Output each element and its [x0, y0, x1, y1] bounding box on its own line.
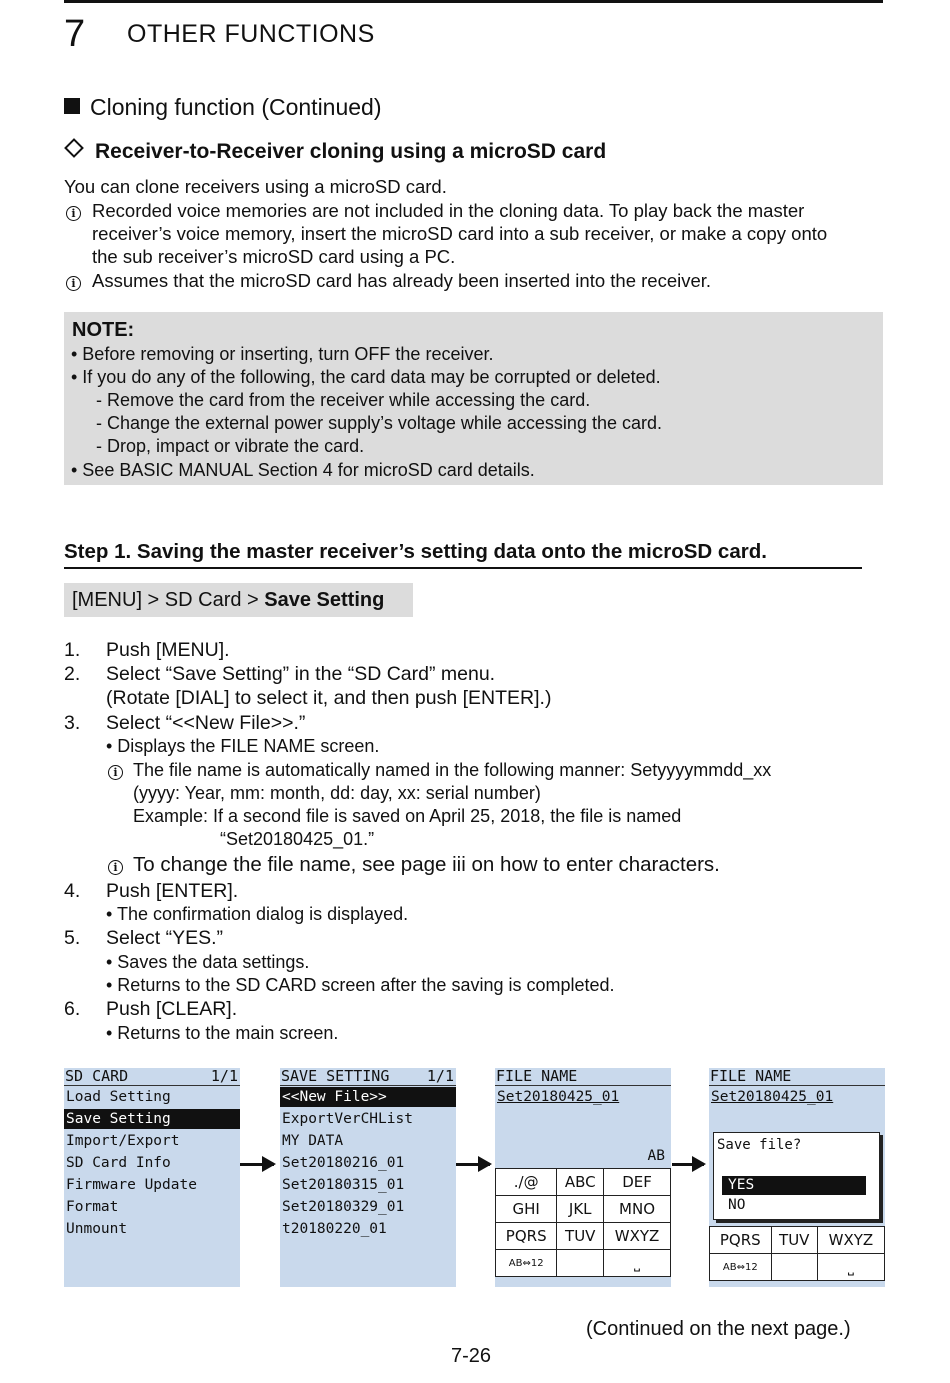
step-detail: (yyyy: Year, mm: month, dd: day, xx: serial number)	[133, 783, 541, 803]
step-text: (Rotate [DIAL] to select it, and then push [ENTER].)	[106, 687, 552, 709]
intro-text: You can clone receivers using a microSD card.	[64, 176, 447, 197]
menu-item[interactable]: Import/Export	[66, 1133, 180, 1149]
menu-path: [MENU] > SD Card > Save Setting	[64, 583, 413, 617]
step-detail: “Set20180425_01.”	[220, 829, 375, 849]
step-text: Select “<<New File>>.”	[106, 712, 306, 734]
menu-item-selected[interactable]: <<New File>>	[280, 1087, 456, 1107]
step-detail: • Displays the FILE NAME screen.	[106, 736, 380, 756]
mode-toggle-key[interactable]: AB⇔12	[710, 1254, 772, 1281]
step-detail: To change the file name, see page iii on how to enter characters.	[133, 853, 720, 876]
menu-item[interactable]: Format	[66, 1199, 119, 1215]
step-rule	[64, 567, 862, 569]
space-key[interactable]: ⎵	[604, 1250, 671, 1277]
key[interactable]: DEF	[604, 1169, 671, 1196]
square-bullet-icon	[64, 98, 80, 114]
step-number: 6.	[64, 998, 81, 1020]
menu-item[interactable]: Firmware Update	[66, 1177, 197, 1193]
note-title: NOTE:	[72, 319, 135, 341]
step-title: Step 1. Saving the master receiver’s setting data onto the microSD card.	[64, 540, 767, 563]
yes-option[interactable]: YES	[722, 1176, 866, 1195]
menu-item[interactable]: SD Card Info	[66, 1155, 171, 1171]
sd-card-screen	[64, 1068, 240, 1287]
note-box	[64, 312, 883, 485]
key[interactable]: WXYZ	[817, 1227, 884, 1254]
menu-item[interactable]: MY DATA	[282, 1133, 344, 1149]
step-text: Select “YES.”	[106, 927, 224, 949]
step-detail: • Returns to the main screen.	[106, 1023, 339, 1043]
key[interactable]: ./@	[496, 1169, 557, 1196]
step-number: 2.	[64, 663, 81, 685]
info-icon: i	[108, 759, 123, 782]
space-key[interactable]: ⎵	[817, 1254, 884, 1281]
section-title: Cloning function (Continued)	[64, 94, 382, 121]
info-icon: i	[66, 269, 81, 292]
page-number: 7-26	[451, 1345, 492, 1367]
note-line: - Drop, impact or vibrate the card.	[96, 436, 365, 456]
key[interactable]	[771, 1254, 817, 1281]
step-detail: • Returns to the SD CARD screen after the saving is completed.	[106, 975, 615, 995]
keypad	[495, 1168, 671, 1277]
menu-item[interactable]: Load Setting	[66, 1089, 171, 1105]
diamond-bullet-icon	[64, 138, 84, 158]
file-name-confirm-screen	[709, 1068, 885, 1287]
note-line: - Change the external power supply’s voltage while accessing the card.	[96, 413, 662, 433]
key[interactable]: JKL	[557, 1196, 604, 1223]
no-option[interactable]: NO	[728, 1197, 746, 1213]
continued-note: (Continued on the next page.)	[586, 1318, 851, 1340]
step-detail: • The confirmation dialog is displayed.	[106, 904, 409, 924]
step-detail: The file name is automatically named in the following manner: Setyyyymmdd_xx	[133, 760, 772, 780]
key[interactable]: MNO	[604, 1196, 671, 1223]
arrow-right-icon	[672, 1163, 704, 1166]
key[interactable]: PQRS	[710, 1227, 772, 1254]
menu-item[interactable]: Set20180329_01	[282, 1199, 405, 1215]
note-line: • Before removing or inserting, turn OFF the receiver.	[71, 344, 494, 364]
chapter-number: 7	[64, 13, 86, 55]
key[interactable]: TUV	[771, 1227, 817, 1254]
note-line: • See BASIC MANUAL Section 4 for microSD card details.	[71, 460, 535, 480]
step-text: Push [ENTER].	[106, 880, 239, 902]
key[interactable]	[557, 1250, 604, 1277]
file-name-input[interactable]: Set20180425_01	[497, 1089, 620, 1105]
keypad	[709, 1226, 885, 1281]
step-number: 1.	[64, 639, 81, 661]
file-name-screen	[495, 1068, 671, 1287]
save-setting-screen	[280, 1068, 456, 1287]
screen-header: SD CARD 1/1	[65, 1068, 238, 1085]
arrow-right-icon	[240, 1163, 274, 1166]
menu-item[interactable]: t20180220_01	[282, 1221, 387, 1237]
subsection-title: Receiver-to-Receiver cloning using a microSD card	[64, 140, 606, 164]
note-line: - Remove the card from the receiver while accessing the card.	[96, 390, 591, 410]
mode-toggle-key[interactable]: AB⇔12	[496, 1250, 557, 1277]
key[interactable]: PQRS	[496, 1223, 557, 1250]
chapter-title: OTHER FUNCTIONS	[127, 20, 375, 48]
top-rule	[64, 0, 883, 3]
step-text: Push [MENU].	[106, 639, 230, 661]
menu-item[interactable]: Set20180315_01	[282, 1177, 405, 1193]
dialog-title: Save file?	[717, 1137, 802, 1153]
key[interactable]: TUV	[557, 1223, 604, 1250]
input-mode-label: AB	[647, 1148, 665, 1164]
info-note-1c: the sub receiver’s microSD card using a PC.	[92, 246, 456, 267]
step-text: Select “Save Setting” in the “SD Card” menu.	[106, 663, 496, 685]
step-number: 4.	[64, 880, 81, 902]
screen-header: SAVE SETTING 1/1	[281, 1068, 454, 1085]
info-note-1a: Recorded voice memories are not included in the cloning data. To play back the master	[92, 200, 805, 221]
info-icon: i	[66, 199, 81, 222]
menu-item[interactable]: ExportVerCHList	[282, 1111, 413, 1127]
step-text: Push [CLEAR].	[106, 998, 238, 1020]
arrow-right-icon	[456, 1163, 490, 1166]
file-name-input[interactable]: Set20180425_01	[711, 1089, 834, 1105]
menu-item[interactable]: Unmount	[66, 1221, 128, 1237]
info-note-2: Assumes that the microSD card has already been inserted into the receiver.	[92, 270, 712, 291]
info-note-1b: receiver’s voice memory, insert the microSD card into a sub receiver, or make a copy onto	[92, 223, 828, 244]
menu-item-selected[interactable]: Save Setting	[64, 1109, 240, 1129]
step-number: 5.	[64, 927, 81, 949]
step-detail: Example: If a second file is saved on April 25, 2018, the file is named	[133, 806, 682, 826]
info-icon: i	[108, 853, 123, 877]
menu-item[interactable]: Set20180216_01	[282, 1155, 405, 1171]
step-number: 3.	[64, 712, 81, 734]
screen-header: FILE NAME	[495, 1068, 671, 1086]
key[interactable]: ABC	[557, 1169, 604, 1196]
key[interactable]: WXYZ	[604, 1223, 671, 1250]
step-detail: • Saves the data settings.	[106, 952, 310, 972]
save-confirm-dialog	[713, 1132, 880, 1220]
note-line: • If you do any of the following, the card data may be corrupted or deleted.	[71, 367, 661, 387]
screen-header: FILE NAME	[709, 1068, 885, 1086]
key[interactable]: GHI	[496, 1196, 557, 1223]
